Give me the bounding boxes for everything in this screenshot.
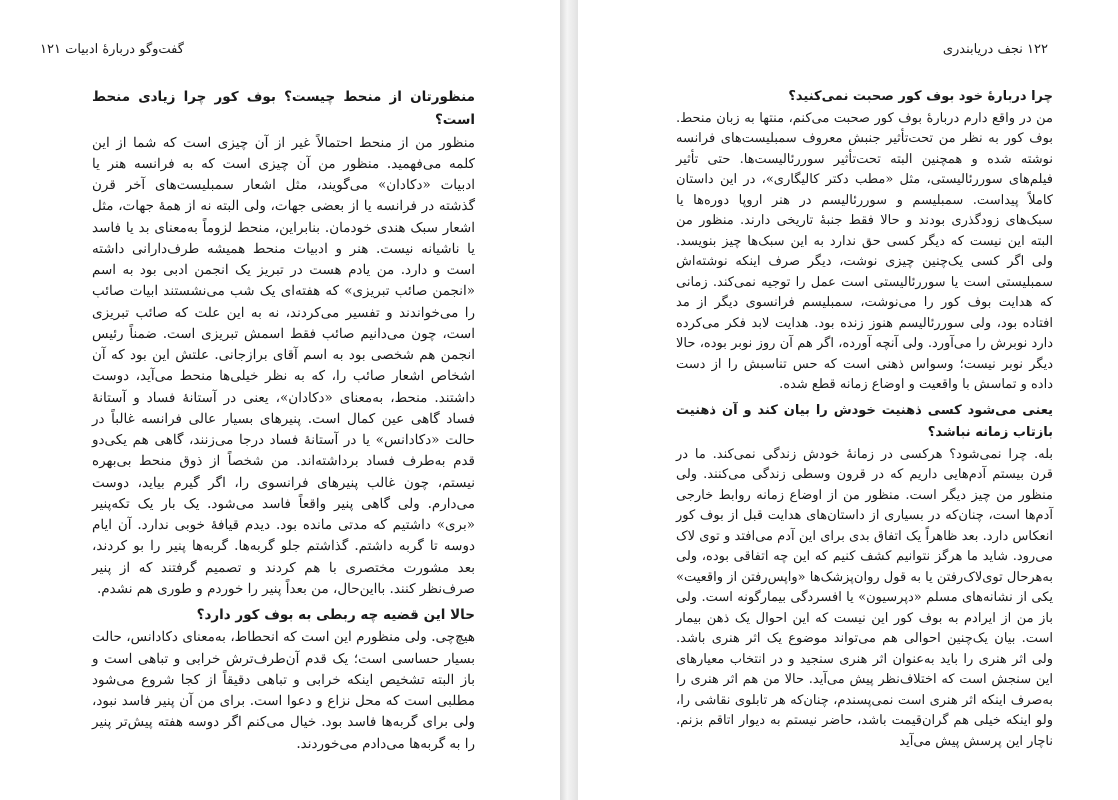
answer-paragraph: من در واقع دارم دربارهٔ بوف کور صحبت می‌کنم، منتها به زبان منحط. بوف کور به نظر من تحت‌تأثیر جنبش معروف سمبلیست‌های فرانسه نوشته شده و همچنین البته تحت‌تأثیر سوررئالیست‌ها. حتی تأثیر فیلم‌های سوررئالیستی، مثل «مطب دکتر کالیگاری»، در این داستان کاملاً پیداست. سمبلیسم و سوررئالیسم در هنر اروپا دوره‌ها یا سبک‌های زودگذری بودند و حالا فقط جنبهٔ تاریخی دارند. منظور من البته این نیست که دیگر کسی حق ندارد به این سبک‌ها چیز بنویسد. ولی اگر کسی یک‌چنین چیزی نوشت، دیگر صرف اینکه نوشته‌اش سمبلیستی است یا سوررئالیستی است عمل را توجیه نمی‌کند. زمانی که هدایت بوف کور را می‌نوشت، سمبلیسم فرانسوی دیگر از مد افتاده بود، ولی سوررئالیسم هنوز زنده بود. هدایت لابد فکر می‌کرده دارد نوبرش را می‌آورد. ولی آنچه آورده، اگر هم آن روز نوبر بوده، حالا دیگر نوبر نیست؛ وسواس ذهنی است که حس تناسبش را از دست داده و تماسش با واقعیت و اوضاع زمانه قطع شده. <box>676 110 1053 392</box>
answer-paragraph: هیچ‌چی. ولی منظورم این است که انحطاط، به‌معنای دکادانس، حالت بسیار حساسی است؛ یک قدم آن‌طرف‌ترش خرابی و تباهی است و باز البته تشخیص اینکه خرابی و تباهی دقیقاً از کجا شروع می‌شود مطلبی است که محل نزاع و دعوا است. برای من آن پنیر فاسد نبود، ولی برای گربه‌ها فاسد بود. خیال می‌کنم اگر دوسه هفته پیش‌تر پنیر را به گربه‌ها می‌دادم می‌خوردند. <box>92 629 475 752</box>
text-block-right <box>676 84 1053 756</box>
text-block-left <box>92 84 475 759</box>
answer-paragraph: منظور من از منحط احتمالاً غیر از آن چیزی است که شما از این کلمه می‌فهمید. منظور من آن چیزی است که به فرانسه هنر یا ادبیات «دکادان» می‌گویند، مثل اشعار سمبلیست‌های آخر قرن گذشته در فرانسه یا از بعضی جهات، ولی البته نه از همهٔ جهات، مثل اشعار سبک هندی خودمان. بنابراین، منحط لزوماً به‌معنای بد یا فاسد یا ناشیانه نیست. هنر و ادبیات منحط همیشه طرف‌دارانی داشته است و دارد. من یادم هست در تبریز یک انجمن ادبی بود به اسم «انجمن صائب تبریزی» که هفته‌ای یک شب می‌نشستند ابیات صائب را می‌خواندند و تفسیر می‌کردند، نه به این علت که صائب تبریزی است، چون می‌دانیم صائب فقط اسمش تبریزی است. ضمناً رئیس انجمن هم شخصی بود به اسم آقای برازجانی. علتش این بود که آن اشخاص اشعار صائب را، که به نظر خیلی‌ها منحط می‌آید، دوست داشتند. منحط، به‌معنای «دکادان»، یعنی در آستانهٔ فساد و آستانهٔ فساد گاهی عین کمال است. پنیرهای بسیار عالی فرانسه غالباً در حالت «دکادانس» یا در آستانهٔ فساد درجا می‌زنند، گاهی هم یکی‌دو قدم به‌طرف فساد برداشته‌اند. من شخصاً از ذوق منحط بی‌بهره نیستم، چون غالب پنیرهای فرانسوی را، اگر گیرم بیاید، دوست می‌دارم. ولی گاهی پنیر واقعاً فاسد می‌شود. یک بار یک تکه‌پنیر «بری» داشتیم که مدتی مانده بود. دیدم قیافهٔ خوبی ندارد. آن ایام دوسه تا گربه داشتم. گذاشتم جلو گربه‌ها. گربه‌ها پنیر را بو کردند، بعد مشورت مختصری با هم کردند و تصمیم گرفتند که از پنیر صرف‌نظر کنند. بااین‌حال، من بعداً پنیر را خوردم و طوری هم نشدم. <box>92 134 475 597</box>
answer-paragraph: بله. چرا نمی‌شود؟ هرکسی در زمانهٔ خودش زندگی نمی‌کند. ما در قرن بیستم آدم‌هایی داریم که در قرون وسطی زندگی می‌کنند. ولی منظور من چیز دیگر است. منظور من از اوضاع زمانه روابط خارجی آدم‌ها است، چنان‌که در بسیاری از داستان‌های هدایت قبل از بوف کور انعکاس دارد. بعد ظاهراً یک اتفاق بدی برای این آدم می‌افتد و توی لاک می‌رود. شاید ما هرگز نتوانیم کشف کنیم که این چه اتفاقی بوده، ولی به‌هرحال توی‌لاک‌رفتن یا به قول روان‌پزشک‌ها «واپس‌رفتن از واقعیت» یکی از نشانه‌های مسلم «دپرسیون» یا افسردگی بیمارگونه است. ولی باز من از ایرادم به بوف کور این نیست که این احوال یک ذهن بیمار است. بیان یک‌چنین احوالی هم می‌تواند موضوع یک اثر هنری باشد. ولی اثر هنری را باید به‌عنوان اثر هنری سنجید و در انتخاب معیارهای این سنجش است که اختلاف‌نظر پیش می‌آید. حالا من هم اثر هنری را به‌صرف اینکه اثر هنری است نمی‌پسندم، چنان‌که هر تابلوی نقاشی را، ولو اینکه خیلی هم گران‌قیمت باشد، حاضر نیستم به دیوار اتاقم بزنم. ناچار این پرسش پیش می‌آید <box>676 446 1053 749</box>
question-heading: چرا دربارهٔ خود بوف کور صحبت نمی‌کنید؟ <box>788 89 1053 104</box>
question-heading: منظورتان از منحط چیست؟ بوف کور چرا زیادی منحط است؟ <box>92 89 475 129</box>
right-page <box>578 0 1118 800</box>
book-gutter <box>560 0 578 800</box>
question-heading: یعنی می‌شود کسی ذهنیت خودش را بیان کند و آن ذهنیت بازتاب زمانه نباشد؟ <box>676 402 1053 440</box>
running-head-right: ۱۲۲ نجف دریابندری <box>942 42 1048 57</box>
running-head-left: گفت‌وگو دربارهٔ ادبیات ۱۲۱ <box>40 42 184 57</box>
question-heading: حالا این قضیه چه ربطی به بوف کور دارد؟ <box>196 607 475 623</box>
